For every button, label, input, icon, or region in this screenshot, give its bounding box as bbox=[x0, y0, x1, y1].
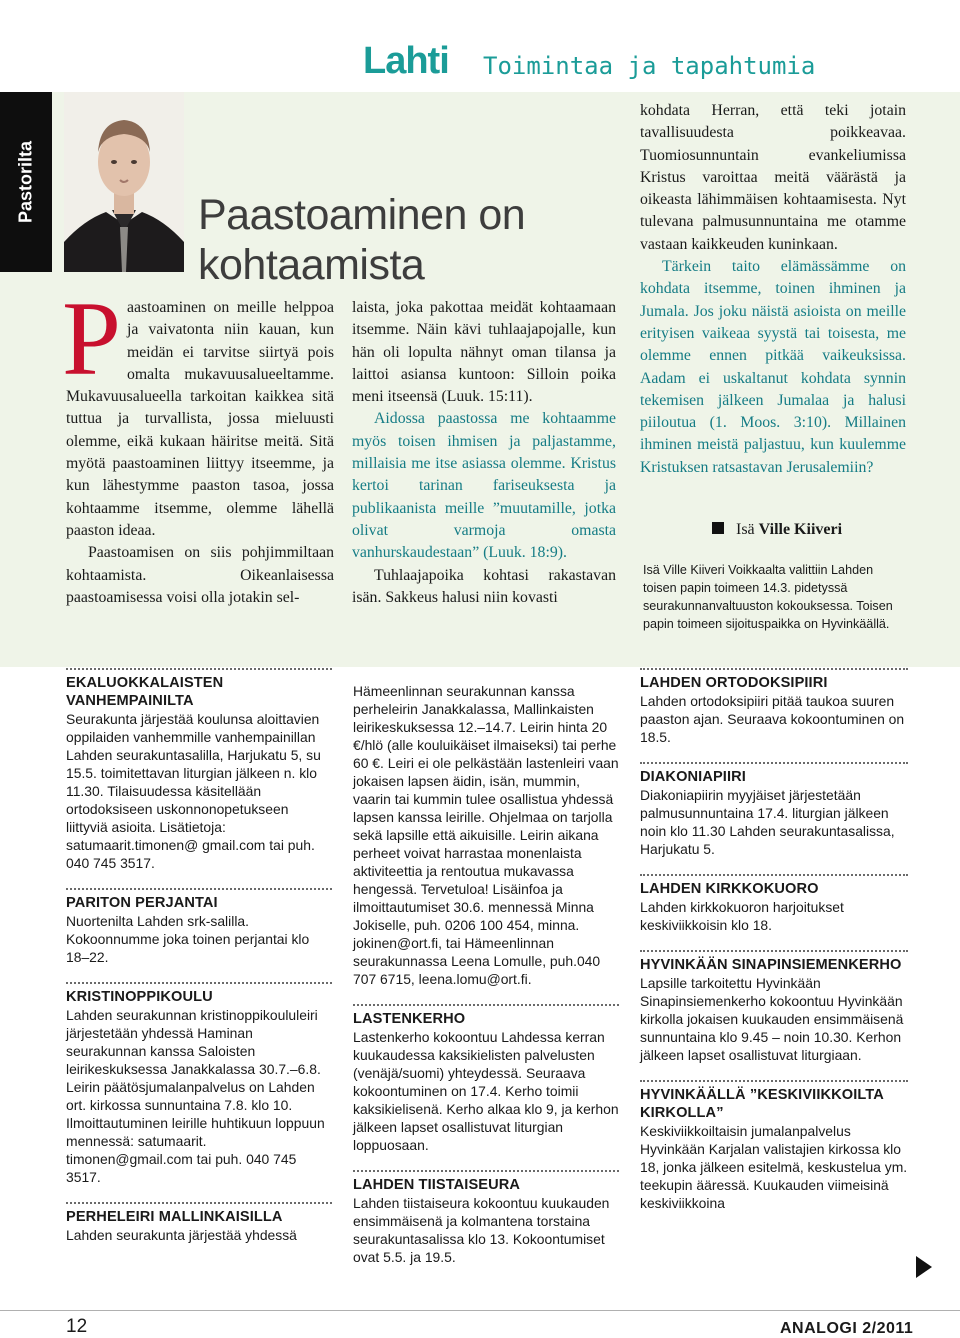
section-title: Lahti bbox=[363, 40, 449, 82]
event-body: Keskiviikkoiltaisin jumalanpalvelus Hyvinkään Karjalan valistajien kirkossa klo 18, jonka jälkeen esitelmä, keskustelua ym. teekupin ääressä. Kuukauden viimeisinä keskiviikkoina bbox=[640, 1123, 908, 1211]
event-heading: KRISTINOPPIKOULU bbox=[66, 989, 213, 1005]
section-subtitle: Toimintaa ja tapahtumia bbox=[483, 52, 816, 80]
event-body: Lapsille tarkoitettu Hyvinkään Sinapinsiemenkerho kokoontuu Hyvinkään kirkolla jokaisen kuukauden ensimmäisenä sunnuntaina klo 9.45 – noin 10.30. Kerhon jälkeen lapset osallistuvat liturgiaan. bbox=[640, 975, 904, 1063]
dotted-divider bbox=[640, 668, 908, 670]
article-column-3 bbox=[640, 100, 906, 479]
dotted-divider bbox=[66, 1202, 332, 1204]
arrow-right-icon bbox=[916, 1256, 932, 1278]
article-title bbox=[198, 190, 525, 290]
event-body: Lahden tiistaiseura kokoontuu kuukauden ensimmäisenä ja kolmantena torstaina seurakuntasalissa klo 13. Kokoontumiset ovat 5.5. ja 19.5. bbox=[353, 1195, 610, 1265]
event-heading: LASTENKERHO bbox=[353, 1011, 466, 1027]
article-title-line2: kohtaamista bbox=[198, 241, 425, 289]
signature-prefix: Isä bbox=[736, 521, 755, 538]
dotted-divider bbox=[353, 1170, 619, 1172]
footer-divider bbox=[0, 1310, 960, 1311]
event-heading: HYVINKÄÄN SINAPINSIEMENKERHO bbox=[640, 957, 902, 973]
event-heading: EKALUOKKALAISTEN VANHEMPAINILTA bbox=[66, 675, 224, 709]
event-item bbox=[640, 874, 908, 934]
event-body: Lahden seurakunnan kristinoppikoululeiri järjestetään yhdessä Haminan seurakunnan kanssa Saloisten leirikeskuksessa Janakkalassa 30.7.–6.8. Leirin päätösjumalanpalvelus on Lahden ort. kirkossa sunnuntaina 7.8. klo 10. Ilmoittautuminen leirille huhtikuun loppuun mennessä: satumaarit. timonen@gmail.com tai puh. 040 745 3517. bbox=[66, 1007, 325, 1185]
event-body: Seurakunta järjestää koulunsa aloittavien oppilaiden vanhemmille vanhempainillan Lahden seurakuntasalilla, Harjukatu 5, su 15.5. toimitettavan liturgian jälkeen n. klo 11.30. Tilaisuudessa käsitellään ortodoksiseen uskonnonopetukseen liittyviä asioita. Lisätietoja: satumaarit.timonen@ gmail.com tai puh. 040 745 3517. bbox=[66, 711, 321, 871]
article-paragraph: laista, joka pakottaa meidät kohtaamaan itsemme. Näin kävi tuhlaajapojalle, kun hän oli lopulta nähnyt oman tilansa ja laittoi asiansa kuntoon: Silloin poika meni itseensä (Luuk. 15:11). bbox=[352, 299, 616, 406]
side-tab-label: Pastorilta bbox=[15, 140, 36, 224]
article-paragraph: kohdata Herran, että teki jotain tavallisuudesta poikkeavaa. Tuomiosunnuntain evankeliumissa Kristus varoittaa meitä väärästä ja oikeasta lähimmäisen kohtaamisesta. Nyt tulevana palmusunnuntaina me otamme vastaan kaikkeuden kuninkaan. bbox=[640, 102, 906, 253]
event-body: Lastenkerho kokoontuu Lahdessa kerran kuukaudessa kaksikielisten palvelusten (venäjä/suomi) yhteydessä. Seuraava kokoontuminen on 17.4. Kerho toimii kaksikielisenä. Kerho alkaa klo 9, ja kerhon jälkeen lapset osallistuvat liturgian loppuosaan. bbox=[353, 1029, 619, 1153]
article-paragraph: Aidossa paastossa me kohtaamme myös toisen ihmisen ja paljastamme, millaisia me itse asiassa olemme. Kristus kertoi tarinan fariseuksesta ja publikaanista meille ”muutamille, jotka olivat varmoja omasta vanhurskaudestaan” (Luuk. 18:9). bbox=[352, 410, 616, 562]
magazine-name: ANALOGI 2/2011 bbox=[780, 1320, 914, 1337]
event-body: Lahden seurakunta järjestää yhdessä bbox=[66, 1227, 297, 1243]
event-body: Lahden ortodoksipiiri pitää taukoa suuren paaston ajan. Seuraava kokoontuminen on 18.5. bbox=[640, 693, 905, 745]
dotted-divider bbox=[66, 668, 332, 670]
event-body: Hämeenlinnan seurakunnan kanssa perheleirin Janakkalassa, Mallinkaisten leirikeskuksessa 12.–14.7. Leirin hinta 20 €/hlö (alle kouluikäiset ilmaiseksi) tai perhe 60 €. Leiri ei ole pelkästään lastenleiri vaan jokaisen lapsen äidin, isän, mummin, vaarin tai kummin tulee osallistua yhdessä lapsen kanssa leirille. Ohjelmaa on tarjolla sekä lapsille että aikuisille. Leirin aikana perheet voivat harrastaa monenlaista aktiviteettia ja rentoutua mukavassa hengessä. Tervetuloa! Lisäinfoa ja ilmoittautumiset 30.6. mennessä Minna Jokiselle, puh. 0206 100 454, minna. jokinen@ort.fi, tai Hämeenlinnan seurakunnassa Leena Lomulle, puh.040 707 6715, leena.lomu@ort.fi. bbox=[353, 683, 619, 987]
article-title-line1: Paastoaminen on bbox=[198, 191, 526, 239]
events-column-3 bbox=[640, 668, 908, 1228]
event-item bbox=[66, 888, 332, 966]
event-item bbox=[640, 950, 908, 1064]
event-item bbox=[353, 1170, 619, 1266]
event-body: Nuortenilta Lahden srk-salilla. Kokoonnumme joka toinen perjantai klo 18–22. bbox=[66, 913, 310, 965]
event-heading: LAHDEN KIRKKOKUORO bbox=[640, 881, 819, 897]
article-paragraph: aastoaminen on meille helppoa ja vaivatonta niin kauan, kun meidän ei tarvitse siirtyä pois omalta mukavuusalueeltamme. Mukavuusalueella tarkoitan kaikkea sitä tuttua ja turvallista, jossa mieluusti olemme, eikä kukaan häiritse meitä. Sitä myötä paastoaminen liittyy itseemme, ja kun lähestymme paaston tasoa, jossa kohtaamme itsemme, olemme lähellä paaston ideaa. bbox=[66, 299, 334, 539]
dotted-divider bbox=[640, 1080, 908, 1082]
event-heading: HYVINKÄÄLLÄ ”KESKIVIIKKOILTA KIRKOLLA” bbox=[640, 1087, 884, 1121]
page-number: 12 bbox=[66, 1316, 88, 1337]
square-bullet-icon bbox=[712, 522, 724, 534]
event-body: Lahden kirkkokuoron harjoitukset keskiviikkoisin klo 18. bbox=[640, 899, 844, 933]
dotted-divider bbox=[353, 1004, 619, 1006]
dotted-divider bbox=[640, 762, 908, 764]
event-item bbox=[353, 682, 619, 988]
events-column-2 bbox=[353, 668, 619, 1282]
event-item bbox=[640, 1080, 908, 1212]
author-signature bbox=[712, 521, 842, 539]
event-heading: LAHDEN TIISTAISEURA bbox=[353, 1177, 521, 1193]
article-column-1 bbox=[62, 280, 334, 609]
dotted-divider bbox=[640, 874, 908, 876]
article-column-2 bbox=[352, 297, 616, 609]
article-paragraph: Tärkein taito elämässämme on kohdata itsemme, toinen ihminen ja Jumala. Jos joku näistä asioista on meille erityisen vaikeaa syystä tai toisesta, me olemme ennen pitkää vaikeuksissa. Aadam ei uskaltanut kohdata synnin tekemisen jälkeen Jumalaa ja halusi piiloutua (1. Moos. 3:10). Millainen ihminen meistä paljastuu, kun kuulemme Kristuksen ratsastavan Jerusalemiin? bbox=[640, 258, 906, 476]
author-portrait bbox=[64, 92, 184, 272]
portrait-illustration bbox=[64, 92, 184, 272]
event-heading: PARITON PERJANTAI bbox=[66, 895, 218, 911]
dotted-divider bbox=[66, 888, 332, 890]
drop-cap: P bbox=[62, 280, 121, 397]
event-item bbox=[66, 1202, 332, 1244]
article-paragraph: Tuhlaajapoika kohtasi rakastavan isän. Sakkeus halusi niin kovasti bbox=[352, 566, 616, 606]
event-heading: DIAKONIAPIIRI bbox=[640, 769, 746, 785]
event-heading: PERHELEIRI MALLINKAISILLA bbox=[66, 1209, 283, 1225]
side-tab bbox=[0, 92, 52, 272]
event-item bbox=[66, 668, 332, 872]
article-paragraph: Paastoamisen on siis pohjimmiltaan kohtaamista. Oikeanlaisessa paastoamisessa voisi olla jotakin sel- bbox=[66, 544, 334, 606]
event-item bbox=[640, 762, 908, 858]
event-body: Diakoniapiirin myyjäiset järjestetään palmusunnuntaina 17.4. liturgian jälkeen noin klo 11.30 Lahden seurakuntasalissa, Harjukatu 5. bbox=[640, 787, 895, 857]
dotted-divider bbox=[640, 950, 908, 952]
event-heading: LAHDEN ORTODOKSIPIIRI bbox=[640, 675, 828, 691]
events-column-1 bbox=[66, 668, 332, 1260]
photo-caption: Isä Ville Kiiveri Voikkaalta valittiin Lahden toisen papin toimeen 14.3. pidetyssä seurakunnanvaltuuston kokouksessa. Toisen papin toimeen sijoituspaikka on Hyvinkäällä. bbox=[643, 563, 893, 631]
dotted-divider bbox=[66, 982, 332, 984]
signature-name: Ville Kiiveri bbox=[758, 521, 843, 538]
event-item bbox=[353, 1004, 619, 1154]
event-item bbox=[66, 982, 332, 1186]
event-item bbox=[640, 668, 908, 746]
